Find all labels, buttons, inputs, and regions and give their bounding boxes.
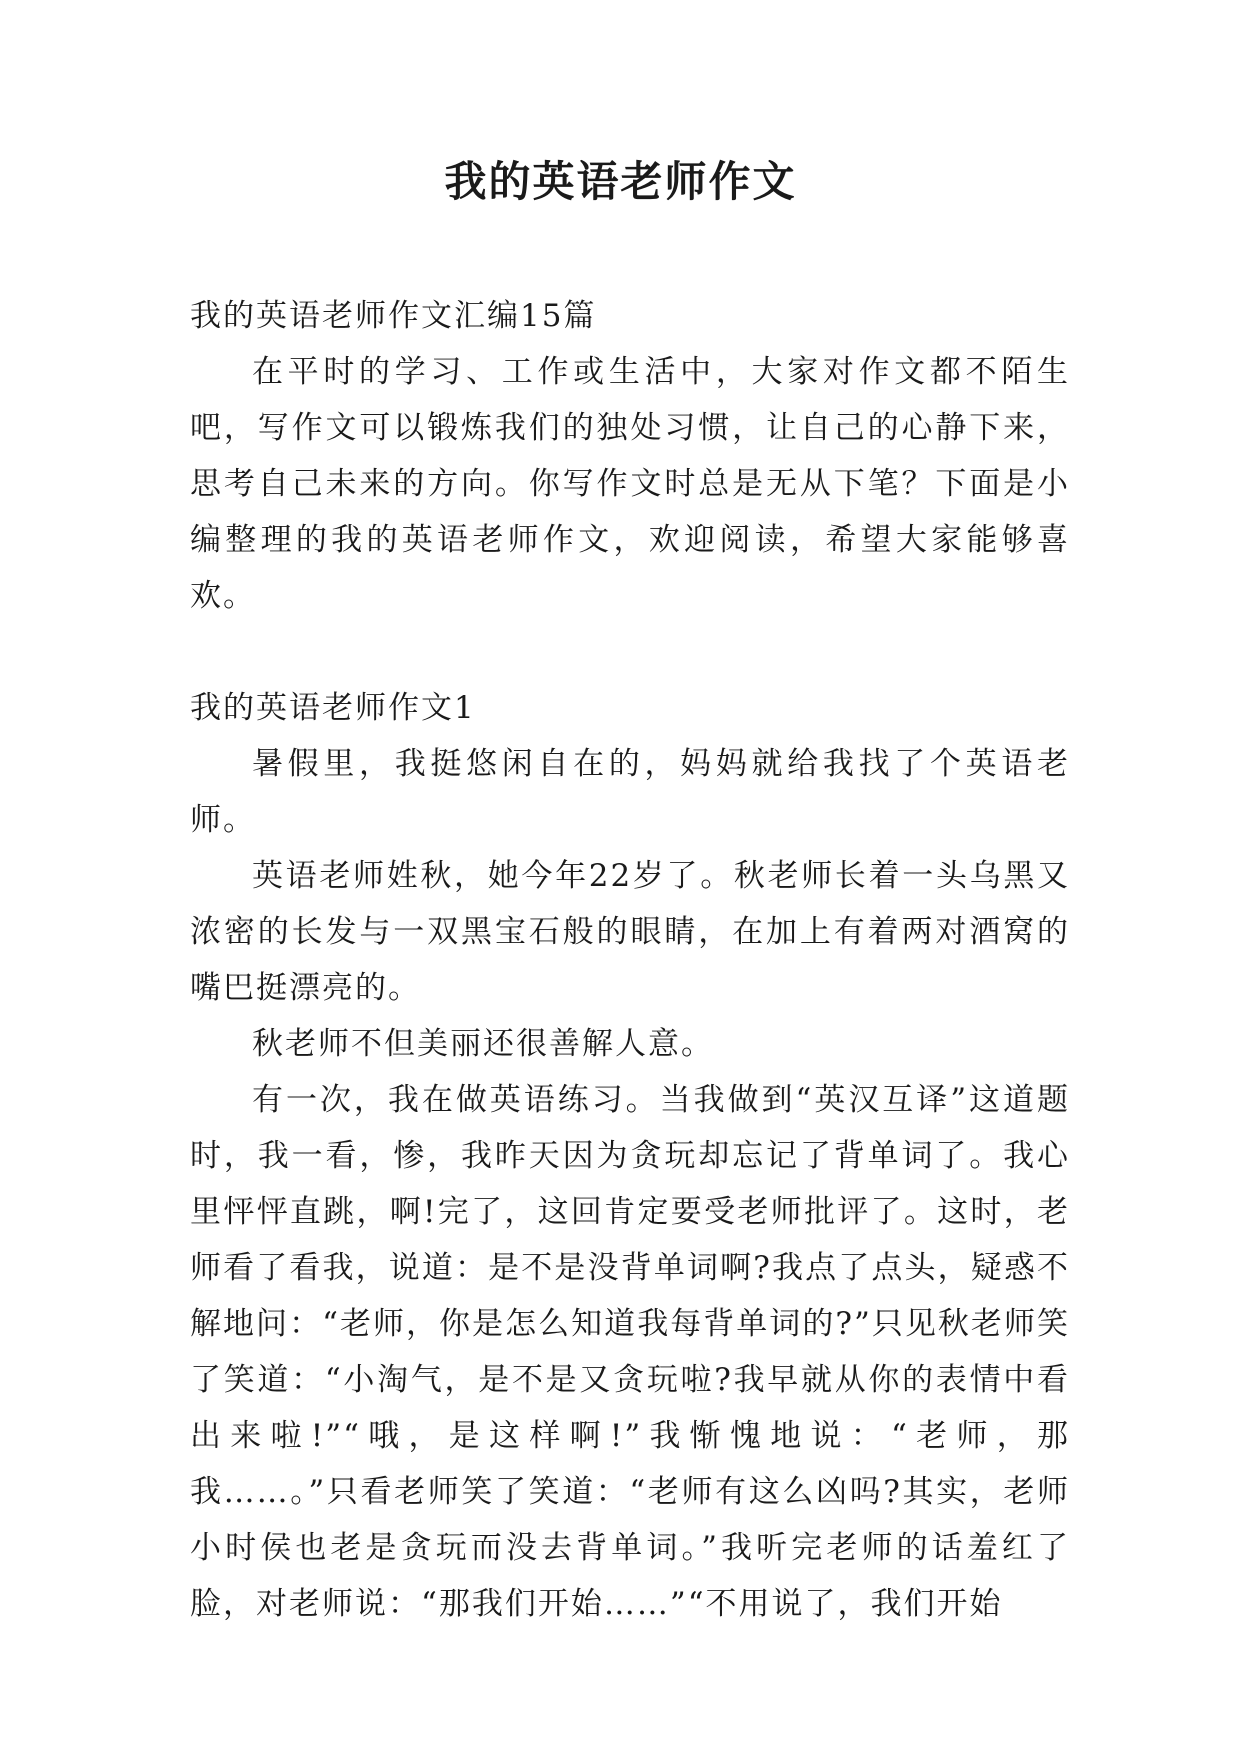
document-body [190, 288, 1070, 1632]
body-paragraph: 暑假里，我挺悠闲自在的，妈妈就给我找了个英语老师。 [190, 746, 1070, 838]
body-paragraph: 有一次，我在做英语练习。当我做到“英汉互译”这道题时，我一看，惨，我昨天因为贪玩却忘记了背单词了。我心里怦怦直跳，啊!完了，这回肯定要受老师批评了。这时，老师看了看我，说道：是不是没背单词啊?我点了点头，疑惑不解地问：“老师，你是怎么知道我每背单词的?”只见秋老师笑了笑道：“小淘气，是不是又贪玩啦?我早就从你的表情中看出来啦!”“哦，是这样啊!”我惭愧地说：“老师，那我……。”只看老师笑了笑道：“老师有这么凶吗?其实，老师小时侯也老是贪玩而没去背单词。”我听完老师的话羞红了脸，对老师说：“那我们开始……”“不用说了，我们开始 [190, 1082, 1070, 1622]
body-paragraph: 英语老师姓秋，她今年22岁了。秋老师长着一头乌黑又浓密的长发与一双黑宝石般的眼睛，在加上有着两对酒窝的嘴巴挺漂亮的。 [190, 858, 1070, 1006]
document-title: 我的英语老师作文 [444, 157, 797, 206]
paragraph-spacer [190, 624, 1070, 680]
document-subtitle: 我的英语老师作文汇编15篇 [190, 298, 597, 334]
intro-paragraph: 在平时的学习、工作或生活中，大家对作文都不陌生吧，写作文可以锻炼我们的独处习惯，让自己的心静下来，思考自己未来的方向。你写作文时总是无从下笔？下面是小编整理的我的英语老师作文，欢迎阅读，希望大家能够喜欢。 [190, 354, 1070, 614]
body-paragraph: 秋老师不但美丽还很善解人意。 [252, 1026, 714, 1062]
section-heading: 我的英语老师作文1 [190, 690, 476, 726]
